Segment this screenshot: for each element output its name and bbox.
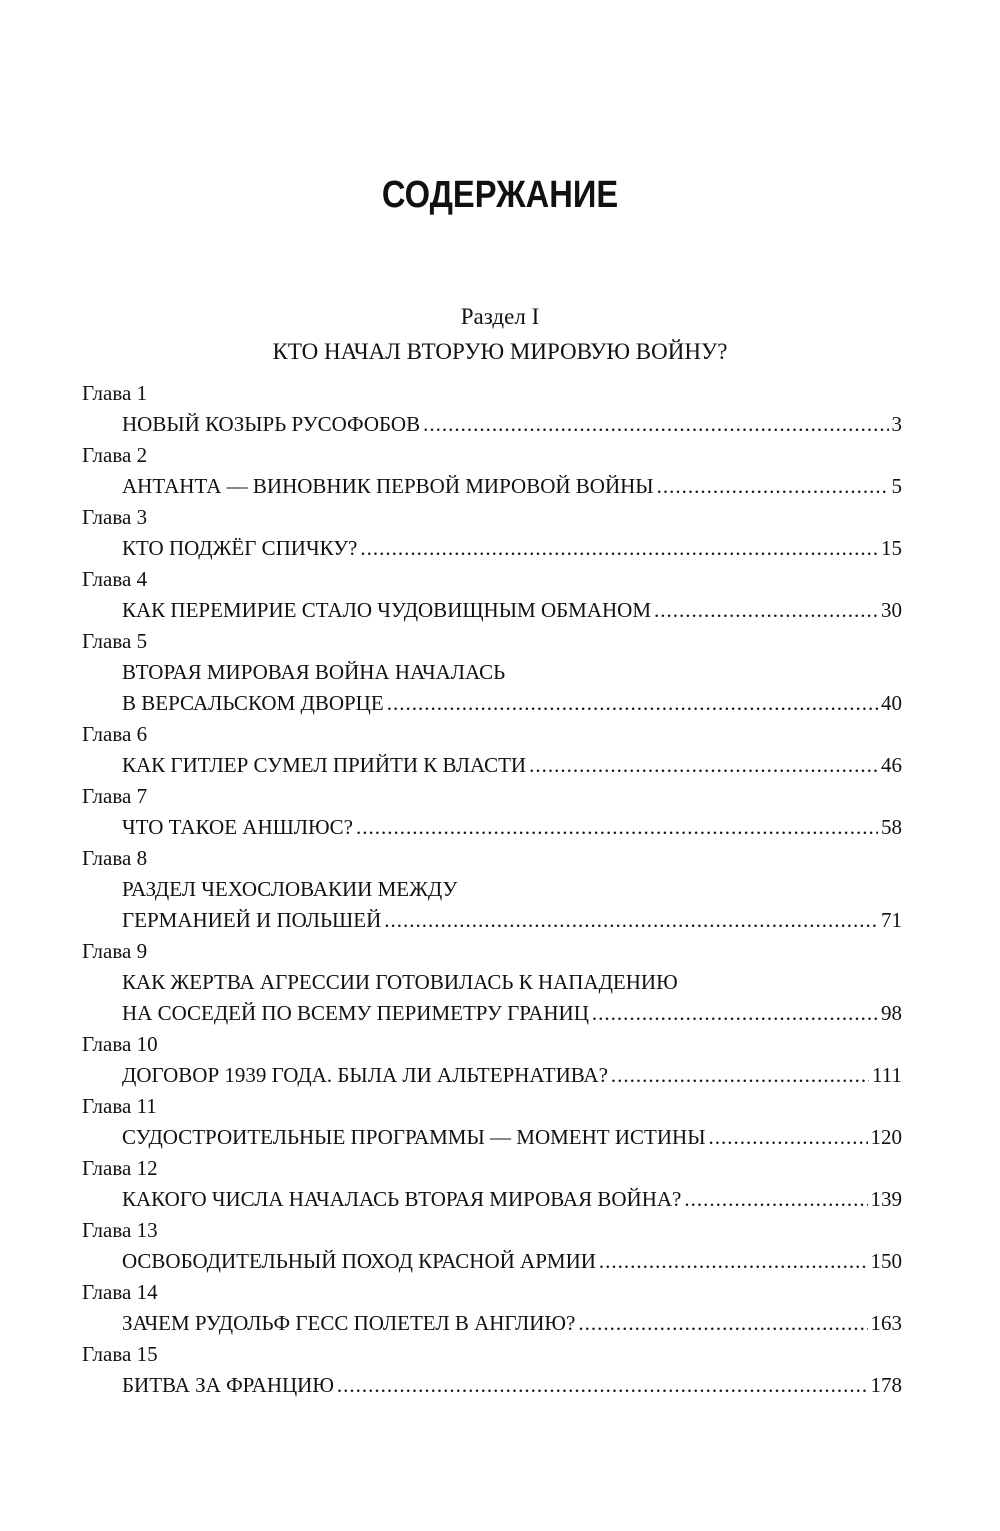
chapter-title: РАЗДЕЛ ЧЕХОСЛОВАКИИ МЕЖДУ (122, 877, 458, 901)
page-number: 71 (881, 908, 902, 932)
chapter-title-line (122, 1370, 902, 1401)
chapter-title-line (122, 688, 902, 719)
dot-leader (356, 812, 878, 843)
toc-entry[interactable] (82, 1153, 902, 1215)
chapter-number: Глава 3 (82, 505, 148, 529)
chapter-title: КАК ПЕРЕМИРИЕ СТАЛО ЧУДОВИЩНЫМ ОБМАНОМ (122, 598, 652, 622)
chapter-title: ВТОРАЯ МИРОВАЯ ВОЙНА НАЧАЛАСЬ (122, 660, 506, 684)
chapter-title: КАК ЖЕРТВА АГРЕССИИ ГОТОВИЛАСЬ К НАПАДЕНИЮ (122, 970, 678, 994)
chapter-title-line (122, 998, 902, 1029)
page-number: 163 (870, 1311, 902, 1335)
chapter-number: Глава 4 (82, 567, 148, 591)
chapter-title-line (122, 1122, 902, 1153)
chapter-title-line (122, 750, 902, 781)
page-number: 15 (881, 536, 902, 560)
chapter-title-line (122, 967, 902, 998)
dot-leader (384, 905, 878, 936)
chapter-title-line (122, 874, 902, 905)
chapter-number: Глава 11 (82, 1094, 157, 1118)
dot-leader (611, 1060, 869, 1091)
chapter-number: Глава 10 (82, 1032, 158, 1056)
chapter-title-line (122, 1060, 902, 1091)
page-number: 5 (891, 474, 902, 498)
toc-entry[interactable] (82, 1029, 902, 1091)
dot-leader (654, 595, 878, 626)
section-label: Раздел I (460, 304, 540, 329)
chapter-title: КАКОГО ЧИСЛА НАЧАЛАСЬ ВТОРАЯ МИРОВАЯ ВОЙНА? (122, 1187, 682, 1211)
chapter-title: ДОГОВОР 1939 ГОДА. БЫЛА ЛИ АЛЬТЕРНАТИВА? (122, 1063, 608, 1087)
section-title: КТО НАЧАЛ ВТОРУЮ МИРОВУЮ ВОЙНУ? (272, 339, 728, 364)
table-of-contents (82, 378, 902, 1401)
dot-leader (360, 533, 878, 564)
chapter-number: Глава 13 (82, 1218, 158, 1242)
toc-entry[interactable] (82, 502, 902, 564)
toc-entry[interactable] (82, 378, 902, 440)
chapter-number: Глава 8 (82, 846, 148, 870)
chapter-title: КТО ПОДЖЁГ СПИЧКУ? (122, 536, 358, 560)
page-number: 40 (881, 691, 902, 715)
chapter-title-line (122, 1308, 902, 1339)
page-number: 150 (870, 1249, 902, 1273)
page-number: 111 (872, 1063, 902, 1087)
dot-leader (599, 1246, 868, 1277)
page-number: 98 (881, 1001, 902, 1025)
chapter-number: Глава 6 (82, 722, 148, 746)
page-number: 139 (870, 1187, 902, 1211)
toc-entry[interactable] (82, 564, 902, 626)
toc-entry[interactable] (82, 719, 902, 781)
chapter-number: Глава 5 (82, 629, 148, 653)
chapter-title-line (122, 905, 902, 936)
chapter-title-line (122, 595, 902, 626)
page-number: 30 (881, 598, 902, 622)
toc-entry[interactable] (82, 843, 902, 936)
dot-leader (337, 1370, 868, 1401)
dot-leader (578, 1308, 867, 1339)
toc-entry[interactable] (82, 1277, 902, 1339)
chapter-title: ЧТО ТАКОЕ АНШЛЮС? (122, 815, 353, 839)
dot-leader (529, 750, 878, 781)
chapter-number: Глава 2 (82, 443, 148, 467)
dot-leader (423, 409, 888, 440)
chapter-title: БИТВА ЗА ФРАНЦИЮ (122, 1373, 334, 1397)
page-title: СОДЕРЖАНИЕ (381, 174, 619, 216)
chapter-number: Глава 9 (82, 939, 148, 963)
toc-entry[interactable] (82, 1215, 902, 1277)
page-number: 46 (881, 753, 902, 777)
toc-entry[interactable] (82, 781, 902, 843)
chapter-title-line (122, 409, 902, 440)
page-number: 58 (881, 815, 902, 839)
chapter-number: Глава 1 (82, 381, 148, 405)
page-number: 3 (891, 412, 902, 436)
chapter-title-line (122, 812, 902, 843)
chapter-title: НА СОСЕДЕЙ ПО ВСЕМУ ПЕРИМЕТРУ ГРАНИЦ (122, 1001, 589, 1025)
dot-leader (684, 1184, 867, 1215)
chapter-number: Глава 15 (82, 1342, 158, 1366)
dot-leader (709, 1122, 868, 1153)
chapter-number: Глава 7 (82, 784, 148, 808)
page-number: 120 (870, 1125, 902, 1149)
chapter-number: Глава 14 (82, 1280, 158, 1304)
toc-entry[interactable] (82, 626, 902, 719)
chapter-title-line (122, 1246, 902, 1277)
toc-entry[interactable] (82, 1339, 902, 1401)
dot-leader (657, 471, 889, 502)
chapter-title-line (122, 471, 902, 502)
chapter-title: НОВЫЙ КОЗЫРЬ РУСОФОБОВ (122, 412, 421, 436)
toc-entry[interactable] (82, 936, 902, 1029)
chapter-title: КАК ГИТЛЕР СУМЕЛ ПРИЙТИ К ВЛАСТИ (122, 753, 527, 777)
toc-entry[interactable] (82, 440, 902, 502)
page-number: 178 (870, 1373, 902, 1397)
chapter-title: В ВЕРСАЛЬСКОМ ДВОРЦЕ (122, 691, 384, 715)
chapter-title-line (122, 1184, 902, 1215)
chapter-title-line (122, 533, 902, 564)
chapter-number: Глава 12 (82, 1156, 158, 1180)
chapter-title: ГЕРМАНИЕЙ И ПОЛЬШЕЙ (122, 908, 382, 932)
chapter-title: АНТАНТА — ВИНОВНИК ПЕРВОЙ МИРОВОЙ ВОЙНЫ (122, 474, 654, 498)
chapter-title: СУДОСТРОИТЕЛЬНЫЕ ПРОГРАММЫ — МОМЕНТ ИСТИНЫ (122, 1125, 706, 1149)
dot-leader (592, 998, 878, 1029)
chapter-title: ЗАЧЕМ РУДОЛЬФ ГЕСС ПОЛЕТЕЛ В АНГЛИЮ? (122, 1311, 576, 1335)
chapter-title-line (122, 657, 902, 688)
dot-leader (387, 688, 878, 719)
chapter-title: ОСВОБОДИТЕЛЬНЫЙ ПОХОД КРАСНОЙ АРМИИ (122, 1249, 596, 1273)
toc-entry[interactable] (82, 1091, 902, 1153)
